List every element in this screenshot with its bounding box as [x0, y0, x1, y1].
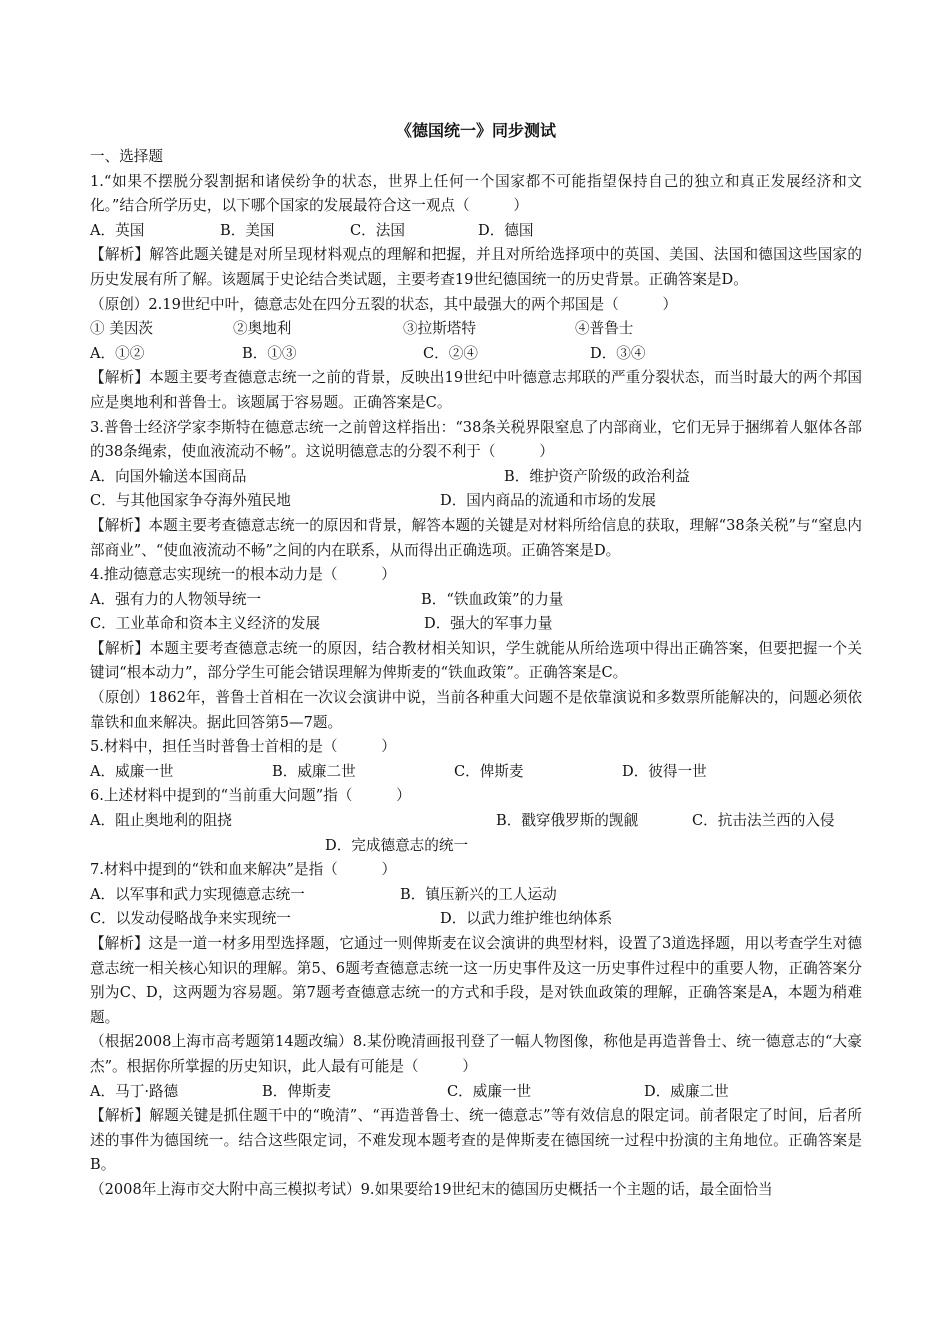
question-6-stem: 6.上述材料中提到的“当前重大问题”指（ ）	[90, 787, 411, 805]
question-5-options	[90, 760, 862, 785]
question-1-stem: 1.“如果不摆脱分裂割据和诸侯纷争的状态，世界上任何一个国家都不可能指望保持自己的独立和真正发展经济和文化。”结合所学历史，以下哪个国家的发展最符合这一观点（ ）	[90, 172, 862, 215]
question-1-options	[90, 219, 862, 244]
question-4-stem: 4.推动德意志实现统一的根本动力是（ ）	[90, 566, 396, 584]
question-9-stem: （2008年上海市交大附中高三模拟考试）9.如果要给19世纪末的德国历史概括一个主题的话，最全面恰当	[90, 1180, 773, 1198]
option-c: C．工业革命和资本主义经济的发展	[90, 615, 321, 633]
question-2-items	[90, 317, 862, 342]
document-page	[90, 118, 862, 1203]
option-c: C．法国	[350, 221, 405, 239]
option-b: B．维护资产阶级的政治利益	[504, 467, 690, 485]
option-c-wrap-spacer	[90, 834, 325, 859]
section-heading: 一、选择题	[90, 148, 163, 165]
option-a: A．以军事和武力实现德意志统一	[90, 885, 305, 903]
option-c: C．与其他国家争夺海外殖民地	[90, 492, 291, 510]
option-c: C．抗击法兰西的入侵	[692, 812, 835, 830]
question-2-options	[90, 342, 862, 367]
question-7-analysis: 【解析】这是一道一材多用型选择题，它通过一则俾斯麦在议会演讲的典型材料，设置了3道选择题，用以考查学生对德意志统一相关核心知识的理解。第5、6题考查德意志统一这一历史事件及这一历史事件过程中的重要人物，正确答案分别为C、D，这两题为容易题。第7题考查德意志统一的方式和手段，是对铁血政策的理解，正确答案是A，本题为稍难题。	[90, 935, 862, 1026]
option-c: C．以发动侵略战争来实现统一	[90, 910, 291, 928]
item-4: ④普鲁士	[575, 320, 634, 338]
option-c: C．②④	[423, 344, 478, 362]
question-5-stem: 5.材料中，担任当时普鲁士首相的是（ ）	[90, 738, 396, 756]
option-a: A．①②	[90, 344, 145, 362]
option-b: B．“铁血政策”的力量	[421, 590, 564, 608]
option-a: A．威廉一世	[90, 762, 174, 780]
option-d: D．德国	[478, 221, 534, 239]
question-4-options-cd	[90, 612, 862, 637]
option-a: A．强有力的人物领导统一	[90, 590, 262, 608]
question-6-options-2	[90, 834, 862, 859]
option-b: B．俾斯麦	[262, 1082, 332, 1100]
question-1-analysis: 【解析】解答此题关键是对所呈现材料观点的理解和把握，并且对所给选择项中的英国、美国、法国和德国这些国家的历史发展有所了解。该题属于史论结合类试题，主要考查19世纪德国统一的历史背景。正确答案是D。	[90, 246, 862, 288]
option-a: A．英国	[90, 221, 145, 239]
question-2-stem: （原创）2.19世纪中叶，德意志处在四分五裂的状态，其中最强大的两个邦国是（ ）	[90, 295, 678, 313]
question-3-options-cd	[90, 489, 862, 514]
option-b: B．①③	[242, 344, 297, 362]
option-a: A．马丁·路德	[90, 1082, 179, 1100]
question-6-options-1	[90, 809, 862, 834]
item-1: ① 美因茨	[90, 320, 154, 338]
question-8-options	[90, 1080, 862, 1105]
item-3: ③拉斯塔特	[403, 320, 476, 338]
question-3-options-ab	[90, 465, 862, 490]
question-4-analysis: 【解析】本题主要考查德意志统一的原因，结合教材相关知识，学生就能从所给选项中得出正确答案，但要把握一个关键词“根本动力”，部分学生可能会错误理解为俾斯麦的“铁血政策”。正确答案是C。	[90, 639, 862, 682]
option-a: A．向国外输送本国商品	[90, 467, 247, 485]
question-7-options-cd	[90, 907, 862, 932]
option-d: D．③④	[590, 344, 646, 362]
question-8-analysis: 【解析】解题关键是抓住题干中的“晚清”、“再造普鲁士、统一德意志”等有效信息的限定词。前者限定了时间，后者所述的事件为德国统一。结合这些限定词，不难发现本题考查的是俾斯麦在德国统一过程中扮演的主角地位。正确答案是B。	[90, 1107, 862, 1174]
option-b: B．镇压新兴的工人运动	[400, 885, 557, 903]
option-a: A．阻止奥地利的阻挠	[90, 812, 232, 830]
option-d: D．国内商品的流通和市场的发展	[440, 492, 657, 510]
question-7-stem: 7.材料中提到的“铁和血来解决”是指（ ）	[90, 861, 397, 879]
option-d: D．威廉二世	[644, 1082, 729, 1100]
question-2-analysis: 【解析】本题主要考查德意志统一之前的背景，反映出19世纪中叶德意志邦联的严重分裂状态，而当时最大的两个邦国应是奥地利和普鲁士。该题属于容易题。正确答案是C。	[90, 369, 862, 411]
question-8-stem: （根据2008上海市高考题第14题改编）8.某份晚清画报刊登了一幅人物图像，称他是再造普鲁士、统一德意志的“大豪杰”。根据你所掌握的历史知识，此人最有可能是（ ）	[90, 1033, 862, 1075]
option-b: B．美国	[220, 221, 275, 239]
item-2: ②奥地利	[233, 320, 292, 338]
page-title: 《德国统一》同步测试	[395, 121, 556, 140]
option-c: C．俾斯麦	[454, 762, 524, 780]
question-3-analysis: 【解析】本题主要考查德意志统一的原因和背景，解答本题的关键是对材料所给信息的获取，理解“38条关税”与“窒息内部商业”、“使血液流动不畅”之间的内在联系，从而得出正确选项。正确答案是D。	[90, 516, 862, 559]
question-3-stem: 3.普鲁士经济学家李斯特在德意志统一之前曾这样指出：“38条关税界限窒息了内部商业，它们无异于捆绑着人躯体各部的38条绳索，使血液流动不畅”。这说明德意志的分裂不利于（ ）	[90, 418, 862, 461]
material-passage: （原创）1862年，普鲁士首相在一次议会演讲中说，当前各种重大问题不是依靠演说和多数票所能解决的，问题必须依靠铁和血来解决。据此回答第5—7题。	[90, 689, 862, 731]
option-b: B．威廉二世	[272, 762, 356, 780]
option-c: C．威廉一世	[447, 1082, 532, 1100]
option-d: D．完成德意志的统一	[325, 836, 469, 854]
option-b: B．戳穿俄罗斯的觊觎	[496, 812, 639, 830]
question-7-options-ab	[90, 883, 862, 908]
option-d: D．彼得一世	[622, 762, 707, 780]
question-4-options-ab	[90, 588, 862, 613]
option-d: D．强大的军事力量	[424, 615, 553, 633]
option-d: D．以武力维护维也纳体系	[440, 910, 613, 928]
